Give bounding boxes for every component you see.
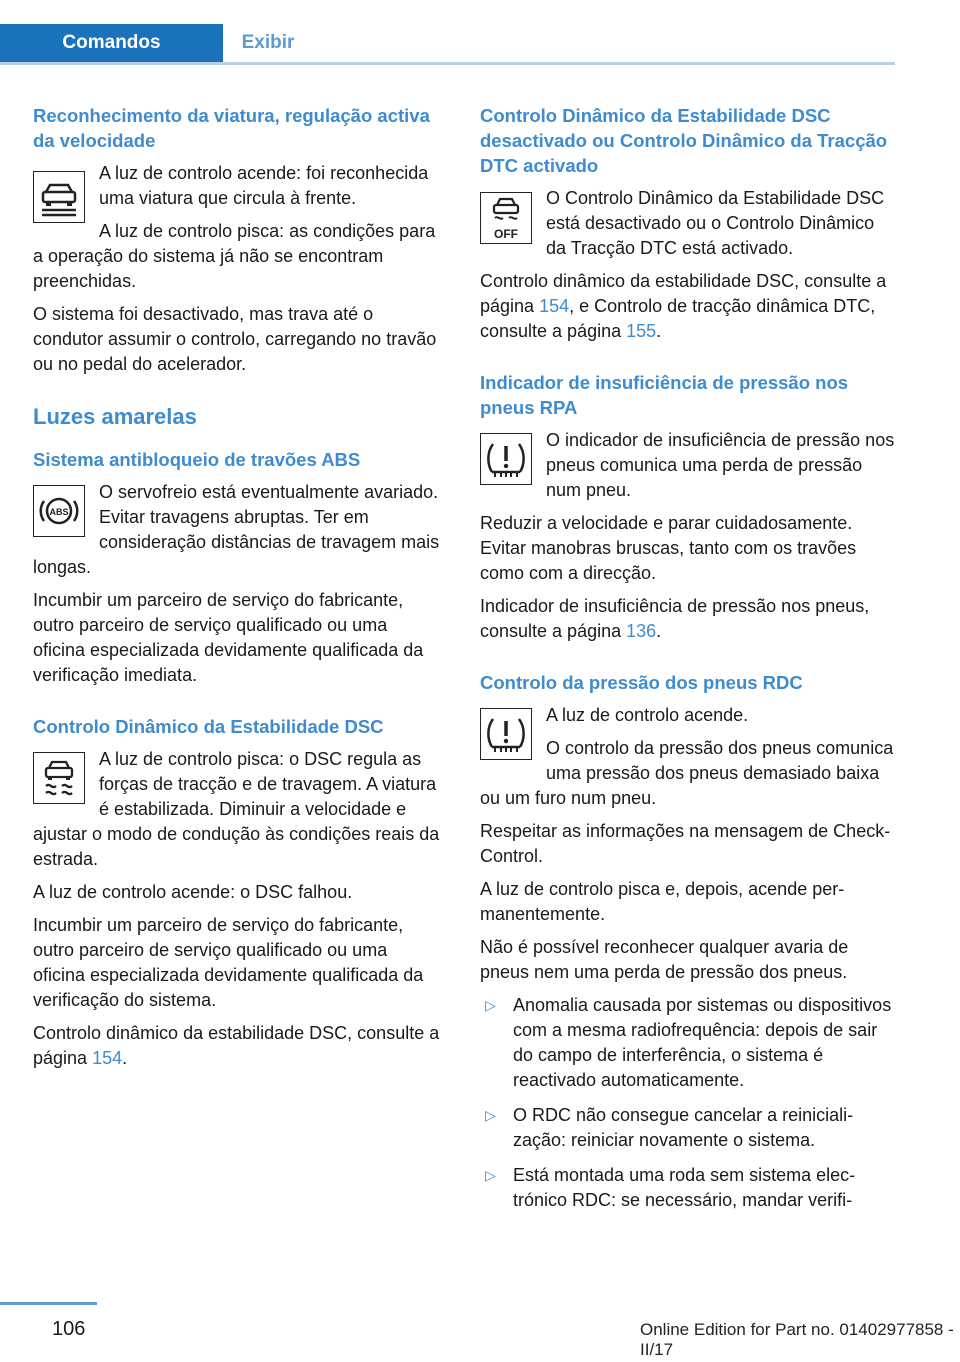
dsc-off-icon [480,192,532,244]
paragraph: O controlo da pressão dos pneus comunica uma pressão dos pneus demasiado baixa ou um furo num pneu. [480,738,894,808]
section-title-rdc: Controlo da pressão dos pneus RDC [480,672,803,693]
section-title-vehicle-recognition: Reconhecimento da viatura, regulação activa da velocidade [33,105,430,151]
paragraph: A luz de controlo pisca: o DSC regula as forças de tracção e de travagem. A viatura é estabilizada. Diminuir a velocidade e ajustar o modo de condução às condições reais da estrada. [33,749,440,869]
off-icon-label: OFF [494,227,518,241]
page-link-154[interactable]: 154 [539,296,570,316]
tab-comandos[interactable]: Comandos [0,24,223,62]
paragraph: A luz de controlo pisca e, depois, acende permanentemente. [480,879,845,924]
tire-pressure-monitor-icon [480,708,532,760]
header-tabs [0,24,895,65]
footer-divider [0,1302,97,1305]
text: Indicador de insuficiência de pressão nos pneus, consulte a página [480,596,870,641]
edition-text: Online Edition for Part no. 01402977858 - II/17 [640,1320,954,1359]
paragraph-with-link [480,594,895,644]
list-item-text: Anomalia causada por sistemas ou dispositivos com a mesma radiofrequência: depois de sair do campo de interferência, o sistema é reactivado automaticamente. [513,995,892,1090]
list-item-text: O RDC não consegue cancelar a reinicialização: reiniciar novamente o sistema. [513,1105,854,1150]
triangle-bullet-icon: ▷ [485,1107,496,1123]
text: Controlo dinâmico da estabilidade DSC, consulte a página [33,1023,440,1068]
paragraph: A luz de controlo acende. [546,705,749,725]
paragraph: Não é possível reconhecer qualquer avaria de pneus nem uma perda de pressão dos pneus. [480,937,849,982]
paragraph: O Controlo Dinâmico da Estabilidade DSC está desactivado ou o Controlo Dinâmico da Tracção DTC está activado. [546,188,885,258]
abs-icon-label: ABS [49,507,69,517]
list-item [480,1103,895,1153]
section-title-abs: Sistema antibloqueio de travões ABS [33,449,361,470]
page-link-136[interactable]: 136 [626,621,657,641]
right-column [480,103,895,1223]
paragraph-with-link [33,1021,441,1071]
heading-yellow-lights: Luzes amarelas [33,404,197,429]
text: . [656,621,662,641]
paragraph: O sistema foi desactivado, mas trava até o condutor assumir o controlo, carregando no travão ou no pedal do acelerador. [33,304,437,374]
paragraph: O indicador de insuficiência de pressão nos pneus comunica uma perda de pressão num pneu. [546,430,895,500]
page-link-155[interactable]: 155 [626,321,657,341]
list-item [480,993,895,1093]
section-title-dsc: Controlo Dinâmico da Estabilidade DSC [33,716,384,737]
page-link-154[interactable]: 154 [92,1048,123,1068]
triangle-bullet-icon: ▷ [485,997,496,1013]
tab-exibir[interactable]: Exibir [241,32,295,53]
paragraph: A luz de controlo pisca: as condições para a operação do sistema já não se encontram preenchidas. [33,221,436,291]
page-number: 106 [52,1318,86,1340]
triangle-bullet-icon: ▷ [485,1167,496,1183]
text: , e Controlo de tracção dinâmica DTC, consulte a página [480,296,876,341]
bullet-list [480,993,895,1213]
section-title-rpa: Indicador de insuficiência de pressão nos pneus RPA [480,372,849,418]
paragraph: Reduzir a velocidade e parar cuidadosamente. Evitar manobras bruscas, tanto com os travões como com a direcção. [480,513,857,583]
paragraph: Respeitar as informações na mensagem de Check-Control. [480,821,891,866]
list-item-text: Está montada uma roda sem sistema electrónico RDC: se necessário, mandar verifi- [513,1165,856,1210]
section-title-dsc-off: Controlo Dinâmico da Estabilidade DSC desactivado ou Controlo Dinâmico da Tracção DTC activado [480,105,888,176]
paragraph-with-links [480,269,895,344]
paragraph: A luz de controlo acende: foi reconhecida uma viatura que circula à frente. [99,163,429,208]
text: . [122,1048,128,1068]
paragraph: A luz de controlo acende: o DSC falhou. [33,882,353,902]
left-column [33,103,441,1079]
abs-warning-icon [33,485,85,537]
paragraph: Incumbir um parceiro de serviço do fabricante, outro parceiro de serviço qualificado ou uma oficina especializada devidamente qualificada da verificação imediata. [33,590,424,685]
paragraph: Incumbir um parceiro de serviço do fabricante, outro parceiro de serviço qualificado ou uma oficina especializada devidamente qualificada da verificação do sistema. [33,915,424,1010]
text: Controlo dinâmico da estabilidade DSC, consulte a página [480,271,887,316]
tire-pressure-warning-icon [480,433,532,485]
text: . [656,321,662,341]
paragraph: O servofreio está eventualmente avariado. Evitar travagens abruptas. Ter em consideração distâncias de travagem mais longas. [33,482,440,577]
list-item [480,1163,895,1213]
car-ahead-icon [33,171,85,223]
dsc-skid-icon [33,752,85,804]
